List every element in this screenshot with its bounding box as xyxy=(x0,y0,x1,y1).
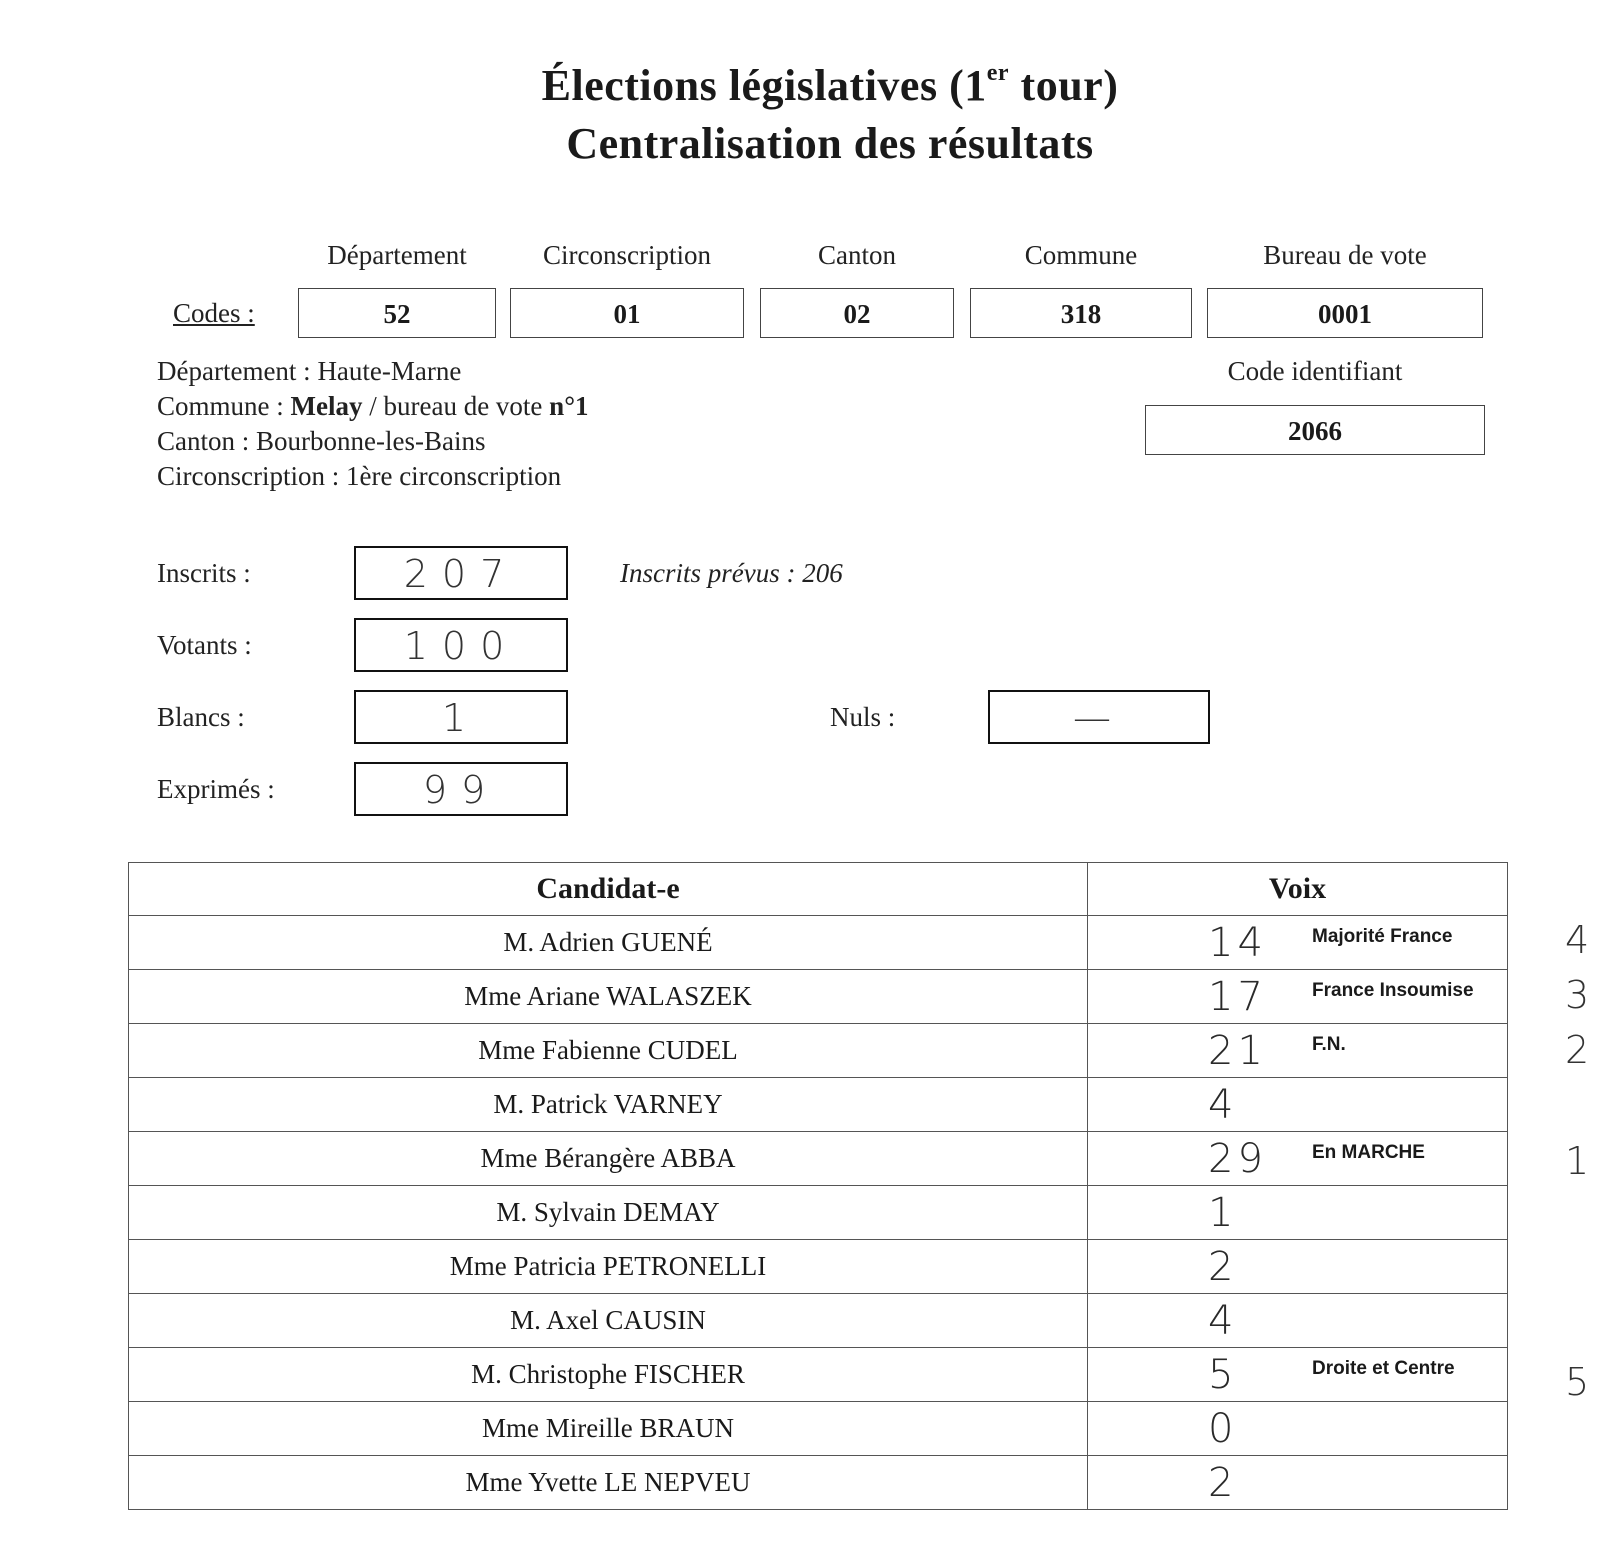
party-annotation: Droite et Centre xyxy=(1312,1358,1455,1379)
exprimes-value: 99 xyxy=(354,762,568,816)
voix-value: 4 xyxy=(1208,1082,1238,1128)
code-commune: 318 xyxy=(970,288,1192,338)
voix-value: 17 xyxy=(1208,974,1267,1020)
title-line1-end: tour) xyxy=(1009,61,1119,110)
voix-value: 5 xyxy=(1208,1352,1238,1398)
code-identifiant: 2066 xyxy=(1145,405,1485,455)
table-row xyxy=(129,1078,1508,1132)
nuls-label: Nuls : xyxy=(830,702,896,732)
rank-annotation: 4 xyxy=(1565,918,1590,962)
voix-value: 2 xyxy=(1208,1460,1238,1506)
exprimes-label: Exprimés : xyxy=(157,774,275,804)
party-annotation: En MARCHE xyxy=(1312,1142,1425,1163)
candidate-name: M. Sylvain DEMAY xyxy=(129,1186,1088,1240)
code-circonscription: 01 xyxy=(510,288,744,338)
votants-label: Votants : xyxy=(157,630,252,660)
inscrits-label: Inscrits : xyxy=(157,558,251,588)
title-line1: Élections législatives (1 xyxy=(541,61,987,110)
table-header-row xyxy=(129,863,1508,916)
voix-cell xyxy=(1088,1294,1508,1348)
party-annotation: Majorité France xyxy=(1312,926,1453,947)
table-row xyxy=(129,970,1508,1024)
info-commune: Commune : Melay / bureau de vote n°1 xyxy=(157,391,589,421)
candidate-name: Mme Mireille BRAUN xyxy=(129,1402,1088,1456)
voix-cell xyxy=(1088,916,1508,970)
voix-cell xyxy=(1088,1402,1508,1456)
table-row xyxy=(129,1402,1508,1456)
candidate-name: M. Christophe FISCHER xyxy=(129,1348,1088,1402)
voix-value: 1 xyxy=(1208,1190,1238,1236)
info-departement: Département : Haute-Marne xyxy=(157,356,462,386)
voix-value: 0 xyxy=(1208,1406,1238,1452)
party-annotation: France Insoumise xyxy=(1312,980,1474,1001)
page-title xyxy=(0,60,1624,111)
voix-cell xyxy=(1088,1024,1508,1078)
header-commune: Commune xyxy=(1024,240,1138,270)
code-bureau: 0001 xyxy=(1207,288,1483,338)
info-circonscription: Circonscription : 1ère circonscription xyxy=(157,461,562,491)
rank-annotation: 3 xyxy=(1565,973,1590,1018)
codes-label: Codes : xyxy=(173,298,255,328)
table-row xyxy=(129,1024,1508,1078)
nuls-value: — xyxy=(988,690,1210,744)
inscrits-prevus: Inscrits prévus : 206 xyxy=(620,558,843,588)
candidate-name: Mme Ariane WALASZEK xyxy=(129,970,1088,1024)
results-table xyxy=(128,862,1508,1510)
voix-cell xyxy=(1088,1132,1508,1186)
table-row xyxy=(129,1240,1508,1294)
voix-value: 21 xyxy=(1208,1028,1267,1074)
table-row xyxy=(129,916,1508,970)
rank-annotation: 2 xyxy=(1565,1028,1590,1073)
title-superscript: er xyxy=(986,60,1010,87)
voix-value: 14 xyxy=(1208,920,1267,966)
voix-cell xyxy=(1088,1078,1508,1132)
voix-cell xyxy=(1088,1348,1508,1402)
rank-annotation: 1 xyxy=(1565,1138,1590,1183)
blancs-label: Blancs : xyxy=(157,702,245,732)
candidate-name: M. Adrien GUENÉ xyxy=(129,916,1088,970)
voix-cell xyxy=(1088,1240,1508,1294)
voix-cell xyxy=(1088,1186,1508,1240)
code-canton: 02 xyxy=(760,288,954,338)
candidate-name: Mme Fabienne CUDEL xyxy=(129,1024,1088,1078)
code-departement: 52 xyxy=(298,288,496,338)
voix-value: 4 xyxy=(1208,1298,1238,1344)
column-header-voix: Voix xyxy=(1088,863,1508,916)
rank-annotation: 5 xyxy=(1565,1359,1590,1404)
voix-value: 2 xyxy=(1208,1244,1238,1290)
inscrits-value: 207 xyxy=(354,546,568,600)
table-row xyxy=(129,1132,1508,1186)
header-departement: Département xyxy=(327,240,467,270)
voix-value: 29 xyxy=(1208,1136,1267,1182)
page-subtitle: Centralisation des résultats xyxy=(566,119,1094,168)
candidate-name: M. Patrick VARNEY xyxy=(129,1078,1088,1132)
info-canton: Canton : Bourbonne-les-Bains xyxy=(157,426,486,456)
code-identifiant-label: Code identifiant xyxy=(1227,356,1403,386)
header-circonscription: Circonscription xyxy=(543,240,711,270)
header-bureau-de-vote: Bureau de vote xyxy=(1263,240,1427,270)
table-row xyxy=(129,1456,1508,1510)
voix-cell xyxy=(1088,1456,1508,1510)
candidate-name: Mme Patricia PETRONELLI xyxy=(129,1240,1088,1294)
votants-value: 100 xyxy=(354,618,568,672)
candidate-name: Mme Bérangère ABBA xyxy=(129,1132,1088,1186)
column-header-candidat: Candidat-e xyxy=(129,863,1088,916)
party-annotation: F.N. xyxy=(1312,1034,1346,1055)
voix-cell xyxy=(1088,970,1508,1024)
candidate-name: M. Axel CAUSIN xyxy=(129,1294,1088,1348)
table-row xyxy=(129,1348,1508,1402)
candidate-name: Mme Yvette LE NEPVEU xyxy=(129,1456,1088,1510)
header-canton: Canton xyxy=(818,240,896,270)
blancs-value: 1 xyxy=(354,690,568,744)
table-row xyxy=(129,1186,1508,1240)
table-row xyxy=(129,1294,1508,1348)
